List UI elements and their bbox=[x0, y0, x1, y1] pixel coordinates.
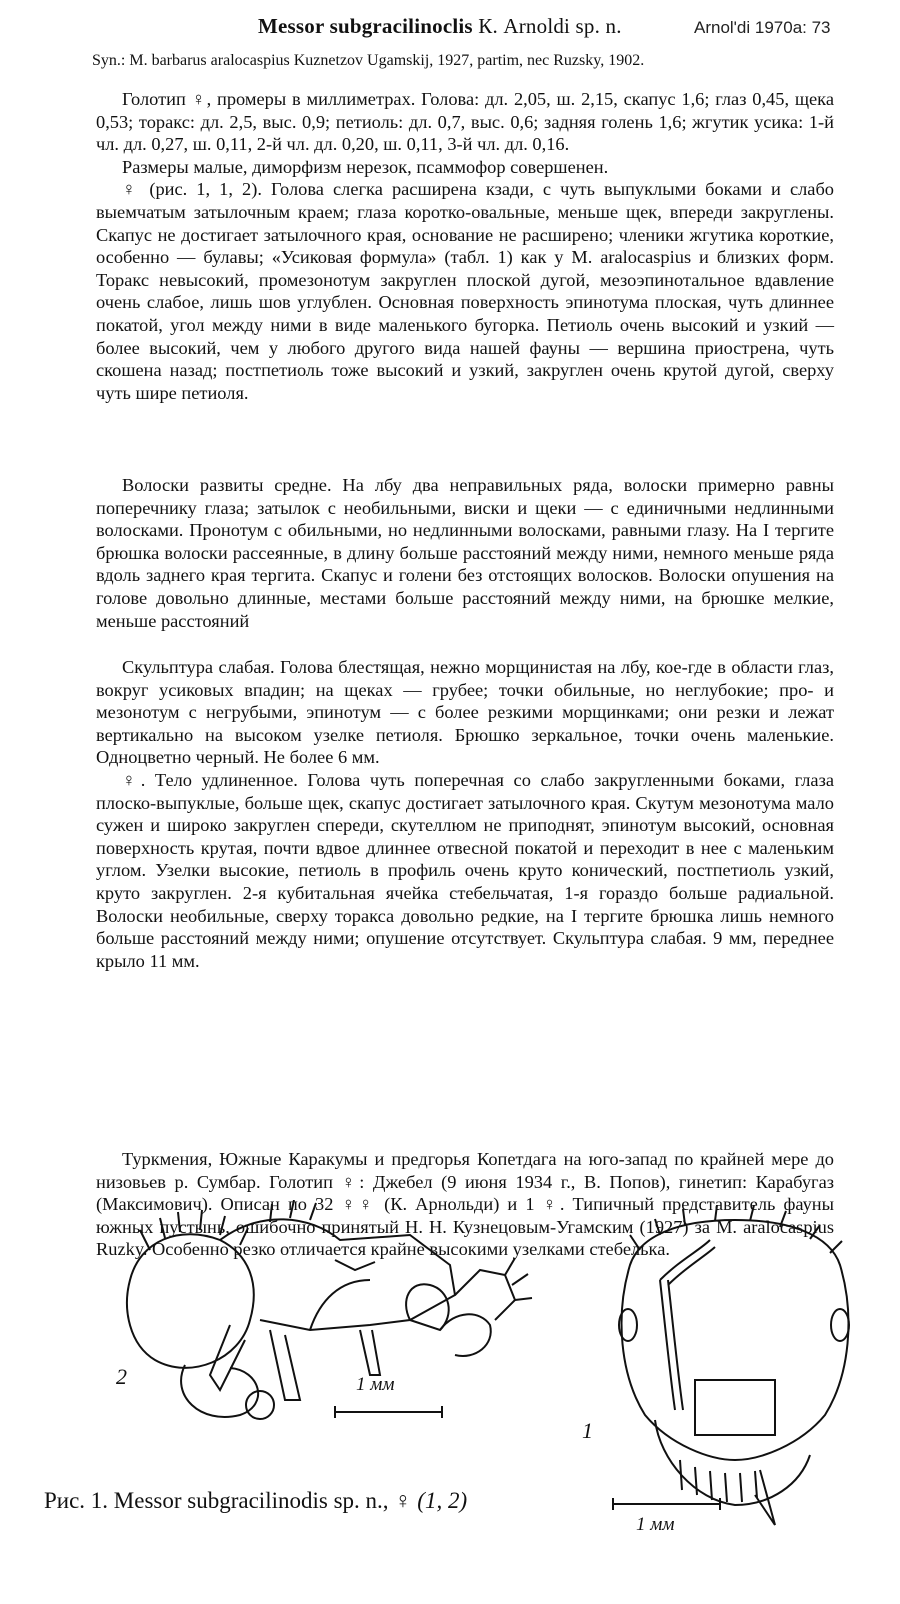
synonymy-line: Syn.: M. barbarus aralocaspius Kuznetzov Ugamskij, 1927, partim, nec Ruzsky, 1902. bbox=[92, 52, 645, 69]
caption-refs: (1, 2) bbox=[417, 1488, 468, 1513]
scale-label-head: 1 мм bbox=[636, 1514, 675, 1535]
figure-caption bbox=[44, 1488, 467, 1514]
scale-bar-lateral bbox=[330, 1400, 450, 1420]
figure-label-1: 1 bbox=[582, 1418, 593, 1443]
reference-note: Arnol'di 1970a: 73 bbox=[694, 18, 831, 37]
paragraph-sculpture: Скульптура слабая. Голова блестящая, нежно морщинистая на лбу, кое-где в области глаз, вокруг усиковых впадин; на щеках — грубее; точки обильные, но неглубокие; про- и мезонотум с негрубыми, эпинотум — с более резкими морщинками; они резки и лежат вертикально на высоком узелке петиоля. Брюшко зеркальное, точки очень маленькие. Одноцветно черный. Не более 6 мм. bbox=[96, 657, 834, 768]
description-block-2 bbox=[96, 474, 834, 632]
scale-bar-head bbox=[608, 1494, 728, 1514]
paragraph-worker: ♀ (рис. 1, 1, 2). Голова слегка расширена кзади, с чуть выпуклыми боками и слабо выемчатым затылочным краем; глаза коротко-овальные, меньше щек, впереди закруглены. Скапус не достигает затылочного края, основание не расширено; членики жгутика короткие, особенно — булавы; «Усиковая формула» (табл. 1) как у M. aralocaspius и близких форм. Торакс невысокий, промезонотум закруглен плоской дугой, мезоэпинотальное вдавление очень слабое, лишь шов углублен. Основная поверхность эпинотума плоская, чуть длиннее покатой, угол между ними в виде маленького бугорка. Петиоль очень высокий и узкий — более высокий, чем у любого другого вида нашей фауны — вершина приострена, чуть скошена назад; постпетиоль тоже высокий и узкий, закруглен очень крутой дугой, сверху чуть шире петиоля. bbox=[96, 179, 834, 403]
caption-text: Рис. 1. Messor subgracilinodis sp. n., ♀ bbox=[44, 1488, 412, 1513]
figure-label-2: 2 bbox=[116, 1364, 127, 1389]
scale-label-lateral: 1 мм bbox=[356, 1374, 395, 1395]
paragraph-female: ♀. Тело удлиненное. Голова чуть поперечная со слабо закругленными боками, глаза плоско-выпуклые, больше щек, скапус достигает затылочного края. Скутум мезонотума мало сужен и широко закруглен спереди, скутеллюм не приподнят, эпинотум высокий, основная поверхность крутая, почти вдвое длиннее отвесной покатой и переходит в нее с маленьким углом. Узелки высокие, петиоль в профиль очень круто конический, постпетиоль узкий, круто закруглен. 2-я кубитальная ячейка стебельчатая, 1-я гораздо больше радиальной. Волоски необильные, сверху торакса довольно редкие, на I тергите брюшка лишь немного больше расстояний между ними; опушение отсутствует. Скульптура слабая. 9 мм, переднее крыло 11 мм. bbox=[96, 769, 834, 971]
lateral-body-drawing bbox=[110, 1200, 570, 1460]
paragraph-hairs: Волоски развиты средне. На лбу два неправильных ряда, волоски примерно равны поперечнику глаза; затылок с необильными, виски и щеки — с единичными недлинными волосками. Пронотум с обильными, но недлинными волосками, равными глазу. На I тергите брюшка волоски рассеянные, в длину больше расстояний между ними, немного меньше ряда вдоль заднего края тергита. Скапус и голени без отстоящих волосков. Волоски опушения на голове довольно длинные, местами больше расстояний между ними, на брюшке мелкие, меньше расстояний bbox=[96, 475, 834, 631]
description-block-1 bbox=[96, 88, 834, 404]
paragraph-size: Размеры малые, диморфизм нерезок, псаммофор совершенен. bbox=[122, 156, 609, 177]
paragraph-distribution: Туркмения, Южные Каракумы и предгорья Копетдага на юго-запад по крайней мере до низовьев р. Сумбар. Голотип ♀: Джебел (9 июня 1934 г., В. Попов), гинетип: Карабугаз (Максимович). Описан по 32 ♀♀ (К. Арнольди) и 1 ♀. Типичный представитель фауны южных пустынь, ошибочно принятый Н. Н. Кузнецовым-Угамским (1927) за M. aralocaspius Ruzky. Особенно резко отличается крайне высокими узелками стебелька. bbox=[96, 1149, 834, 1260]
species-title bbox=[258, 14, 622, 39]
species-name: Messor subgracilinoclis bbox=[258, 14, 473, 38]
species-author: К. Arnoldi sp. n. bbox=[478, 14, 622, 38]
paragraph-measurements: Голотип ♀, промеры в миллиметрах. Голова: дл. 2,05, ш. 2,15, скапус 1,6; глаз 0,45, щека 0,53; торакс: дл. 2,5, выс. 0,9; петиоль: дл. 0,7, выс. 0,6; задняя голень 1,6; жгутик усика: 1-й чл. дл. 0,27, ш. 0,11, 2-й чл. дл. 0,20, ш. 0,11, 3-й чл. дл. 0,16. bbox=[96, 89, 834, 155]
description-block-3 bbox=[96, 656, 834, 972]
